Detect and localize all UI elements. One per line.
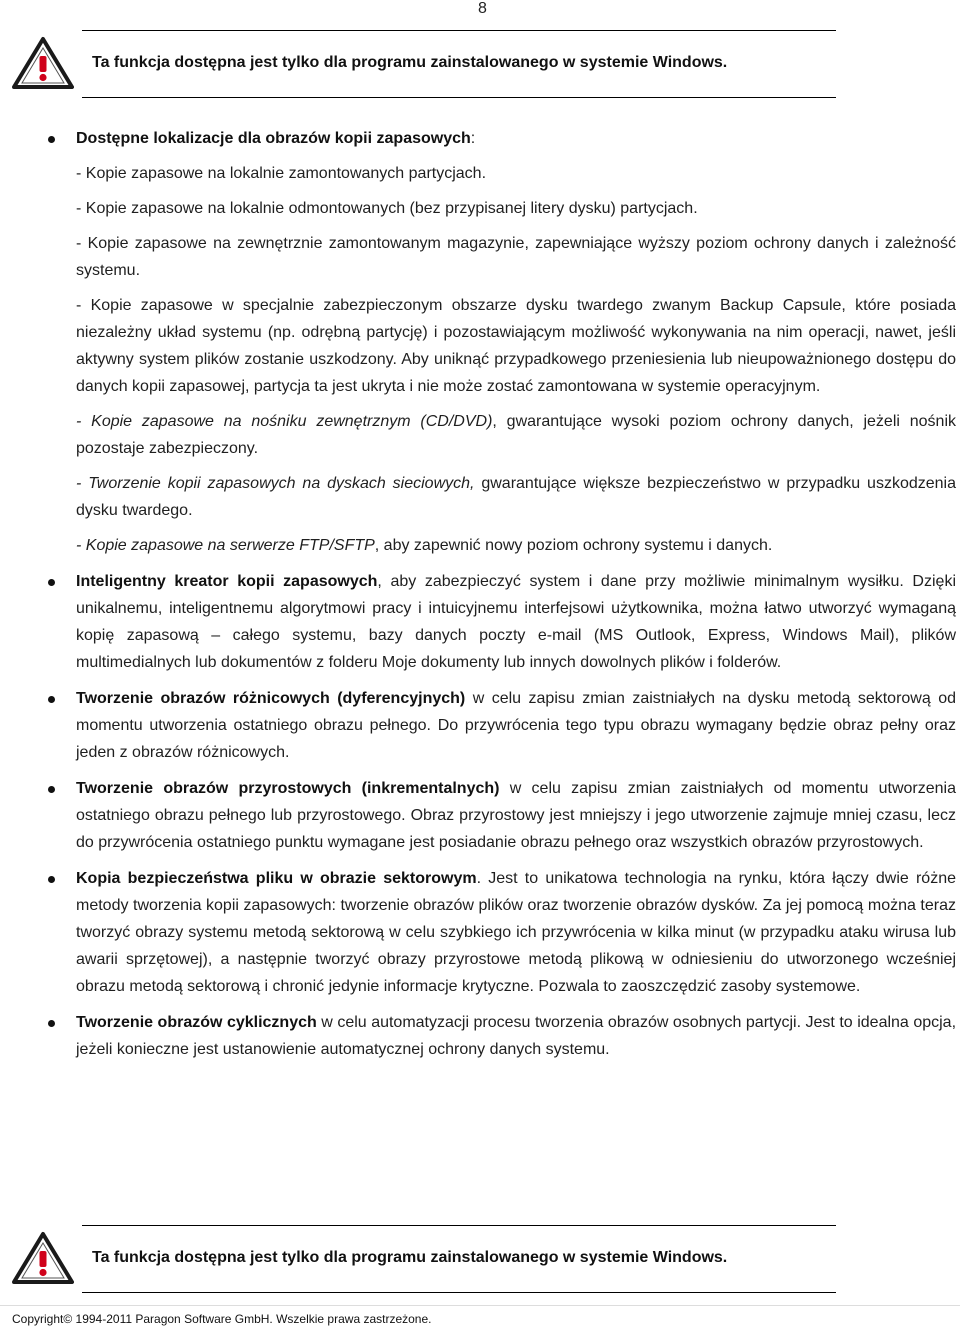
warning-rule-top xyxy=(82,1225,836,1226)
item-title: Tworzenie obrazów różnicowych (dyferencyjnych) xyxy=(76,690,466,707)
warning-text: Ta funkcja dostępna jest tylko dla programu zainstalowanego w systemie Windows. xyxy=(92,54,728,71)
item-title: Tworzenie obrazów cyklicznych xyxy=(76,1014,317,1031)
bullet-icon xyxy=(48,696,55,703)
item-title: Inteligentny kreator kopii zapasowych xyxy=(76,573,378,590)
warning-rule-top xyxy=(82,30,836,31)
warning-box-top xyxy=(0,30,960,98)
list-item: Kopia bezpieczeństwa pliku w obrazie sektorowym. Jest to unikatowa technologia na rynku, która łączy dwie różne metody tworzenia kopii zapasowych: tworzenie obrazów plików oraz tworzenie obrazów dysków. Za jej pomocą można teraz tworzyć obrazy systemu metodą sektorową w celu szybkiego ich przywrócenia w kilka minut (w przypadku ataku wirusa lub awarii sprzętowej), a następnie tworzyć obrazy przyrostowe metodą plikową w odniesieniu do utworzonego wcześniej obrazu metodą sektorową i chronić jedynie informacje krytyczne. Pozwala to zaoszczędzić zasoby systemowe. xyxy=(0,865,960,1000)
sub-item: - Kopie zapasowe na lokalnie zamontowanych partycjach. xyxy=(76,165,487,182)
sub-item: - Kopie zapasowe w specjalnie zabezpieczonym obszarze dysku twardego zwanym Backup Capsule, które posiada niezależny układ systemu (np. odrębną partycję) i pozostawiającym możliwość wykonywania na nim operacji, nawet, jeśli aktywny system plików zostanie uszkodzony. Aby uniknąć przypadkowego przeniesienia lub nieupoważnionego dostępu do danych kopii zapasowej, partycja ta jest ukryta i nie może zostać zamontowana w systemie operacyjnym. xyxy=(76,297,957,395)
footer-rule xyxy=(0,1305,960,1306)
warning-rule-bottom xyxy=(82,1292,836,1293)
sub-item: - Kopie zapasowe na serwerze FTP/SFTP, aby zapewnić nowy poziom ochrony systemu i danych. xyxy=(76,537,773,554)
page-number: 8 xyxy=(478,0,487,17)
list-item: Inteligentny kreator kopii zapasowych, aby zabezpieczyć system i dane przy możliwie minimalnym wysiłku. Dzięki unikalnemu, inteligentnemu algorytmowi pracy i intuicyjnemu interfejsowi użytkownika, można łatwo utworzyć wymaganą kopię zapasową – całego systemu, bazy danych poczty e-mail (MS Outlook, Express, Windows Mail), plików multimedialnych lub dokumentów z folderu Moje dokumenty lub innych dowolnych plików i folderów. xyxy=(0,568,960,676)
warning-text: Ta funkcja dostępna jest tylko dla programu zainstalowanego w systemie Windows. xyxy=(92,1249,728,1266)
list-item: Tworzenie obrazów cyklicznych w celu automatyzacji procesu tworzenia obrazów osobnych partycji. Jest to idealna opcja, jeżeli konieczne jest ustanowienie automatycznej ochrony danych systemu. xyxy=(0,1009,960,1063)
item-title: Kopia bezpieczeństwa pliku w obrazie sektorowym xyxy=(76,870,477,887)
warning-box-bottom xyxy=(0,1225,960,1293)
bullet-icon xyxy=(48,579,55,586)
sub-item: - Kopie zapasowe na lokalnie odmontowanych (bez przypisanej litery dysku) partycjach. xyxy=(76,200,698,217)
item-title: Dostępne lokalizacje dla obrazów kopii zapasowych xyxy=(76,130,471,147)
footer-copyright: Copyright© 1994-2011 Paragon Software GmbH. Wszelkie prawa zastrzeżone. xyxy=(12,1312,432,1326)
warning-rule-bottom xyxy=(82,97,836,98)
list-item: Dostępne lokalizacje dla obrazów kopii zapasowych: xyxy=(0,125,960,152)
bullet-icon xyxy=(48,136,55,143)
feature-list xyxy=(0,125,960,1063)
bullet-icon xyxy=(48,1020,55,1027)
list-item: Tworzenie obrazów różnicowych (dyferencyjnych) w celu zapisu zmian zaistniałych na dysku metodą sektorową od momentu utworzenia ostatniego obrazu pełnego. Do przywrócenia tego typu obrazu wymagany będzie obraz pełny oraz jeden z obrazów różnicowych. xyxy=(0,685,960,766)
sub-item: - Kopie zapasowe na nośniku zewnętrznym (CD/DVD), gwarantujące wysoki poziom ochrony danych, jeżeli nośnik pozostaje zabezpieczony. xyxy=(76,413,957,457)
warning-triangle-icon xyxy=(12,1231,74,1285)
sub-item: - Tworzenie kopii zapasowych na dyskach sieciowych, gwarantujące większe bezpieczeństwo w przypadku uszkodzenia dysku twardego. xyxy=(76,475,956,519)
item-title: Tworzenie obrazów przyrostowych (inkrementalnych) xyxy=(76,780,500,797)
list-item: Tworzenie obrazów przyrostowych (inkrementalnych) w celu zapisu zmian zaistniałych od momentu utworzenia ostatniego obrazu pełnego lub przyrostowego. Obraz przyrostowy jest mniejszy i jego utworzenie zajmuje mniej czasu, lecz do przywrócenia ostatniego punktu wymagane jest posiadanie obrazu pełnego oraz wszystkich obrazów przyrostowych. xyxy=(0,775,960,856)
warning-triangle-icon xyxy=(12,36,74,90)
bullet-icon xyxy=(48,876,55,883)
bullet-icon xyxy=(48,786,55,793)
sub-item: - Kopie zapasowe na zewnętrznie zamontowanym magazynie, zapewniające wyższy poziom ochrony danych i zależność systemu. xyxy=(76,235,956,279)
